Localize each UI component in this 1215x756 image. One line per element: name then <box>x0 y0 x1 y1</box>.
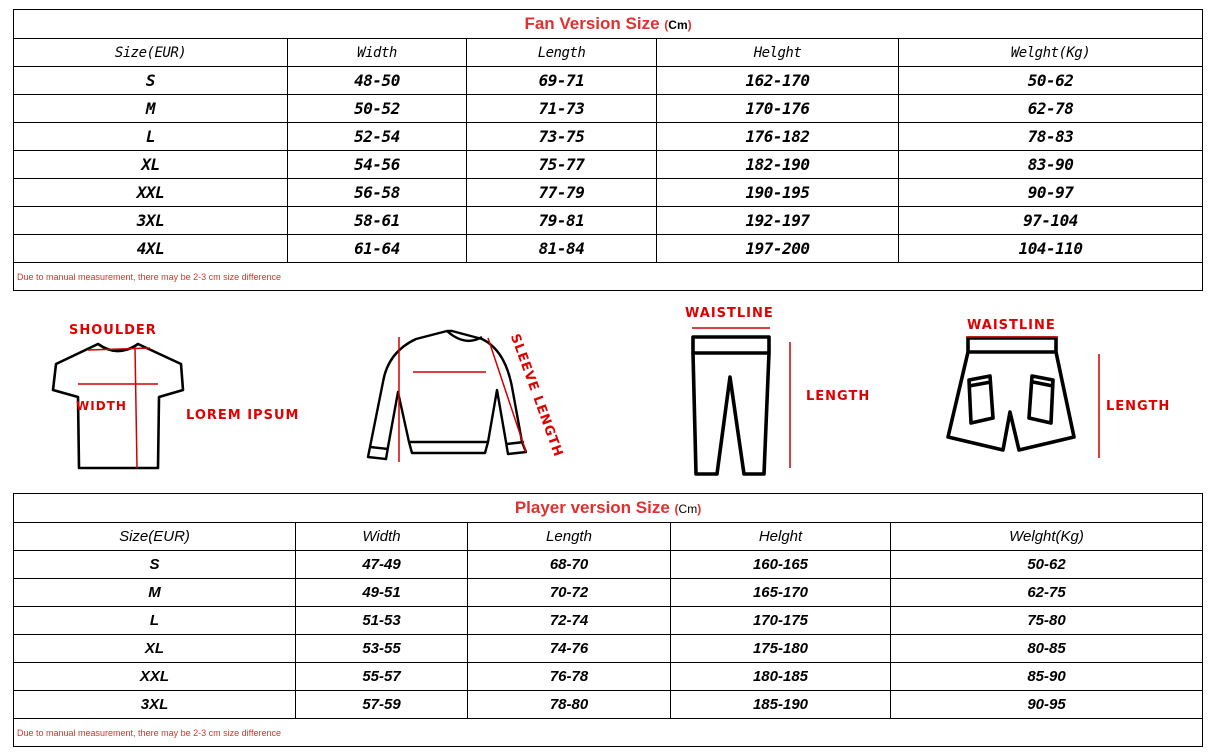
fan-title-unit: Cm <box>668 18 688 32</box>
pants-waist-label: WAISTLINE <box>685 306 774 321</box>
length-cell: 79-81 <box>467 207 657 235</box>
shorts-measure-lines <box>966 337 1099 458</box>
table-row <box>14 207 1203 235</box>
table-row <box>14 67 1203 95</box>
weight-cell: 97-104 <box>899 207 1203 235</box>
weight-cell: 80-85 <box>891 635 1203 663</box>
height-cell: 175-180 <box>671 635 891 663</box>
length-cell: 72-74 <box>468 607 671 635</box>
fan-table-header-row <box>14 39 1203 67</box>
player-header-height: Helght <box>671 523 891 551</box>
height-cell: 162-170 <box>657 67 899 95</box>
size-cell: XL <box>14 635 296 663</box>
length-cell: 71-73 <box>467 95 657 123</box>
fan-header-weight: Welght(Kg) <box>899 39 1203 67</box>
weight-cell: 83-90 <box>899 151 1203 179</box>
table-row <box>14 235 1203 263</box>
length-cell: 75-77 <box>467 151 657 179</box>
shorts-length-label: LENGTH <box>1106 399 1171 414</box>
height-cell: 182-190 <box>657 151 899 179</box>
pants-length-label: LENGTH <box>806 389 871 404</box>
weight-cell: 90-97 <box>899 179 1203 207</box>
tshirt-width-label: WIDTH <box>76 399 127 413</box>
sweater-icon <box>368 331 526 459</box>
width-cell: 61-64 <box>288 235 467 263</box>
shorts-waist-label: WAISTLINE <box>967 318 1056 333</box>
fan-table-title: Fan Version Size (Cm) <box>14 10 1203 39</box>
fan-table-note: Due to manual measurement, there may be 2-3 cm size difference <box>14 263 1203 291</box>
weight-cell: 62-78 <box>899 95 1203 123</box>
length-cell: 78-80 <box>468 691 671 719</box>
width-cell: 51-53 <box>296 607 468 635</box>
length-cell: 76-78 <box>468 663 671 691</box>
table-row <box>14 95 1203 123</box>
width-cell: 53-55 <box>296 635 468 663</box>
player-table-note: Due to manual measurement, there may be 2-3 cm size difference <box>14 719 1203 747</box>
length-cell: 69-71 <box>467 67 657 95</box>
fan-header-length: Length <box>467 39 657 67</box>
size-cell: M <box>14 95 288 123</box>
player-title-text: Player version Size <box>514 498 670 517</box>
size-cell: XXL <box>14 179 288 207</box>
fan-header-width: Width <box>288 39 467 67</box>
width-cell: 52-54 <box>288 123 467 151</box>
size-cell: L <box>14 123 288 151</box>
player-header-length: Length <box>468 523 671 551</box>
weight-cell: 90-95 <box>891 691 1203 719</box>
table-row <box>14 179 1203 207</box>
length-cell: 81-84 <box>467 235 657 263</box>
width-cell: 47-49 <box>296 551 468 579</box>
height-cell: 185-190 <box>671 691 891 719</box>
shorts-icon <box>948 338 1074 450</box>
size-cell: S <box>14 67 288 95</box>
table-row <box>14 123 1203 151</box>
height-cell: 170-175 <box>671 607 891 635</box>
length-cell: 74-76 <box>468 635 671 663</box>
fan-header-height: Helght <box>657 39 899 67</box>
player-header-width: Width <box>296 523 468 551</box>
tshirt-length-label: LOREM IPSUM <box>186 408 300 423</box>
height-cell: 180-185 <box>671 663 891 691</box>
fan-title-text: Fan Version Size <box>524 14 660 33</box>
length-cell: 68-70 <box>468 551 671 579</box>
table-row <box>14 691 1203 719</box>
width-cell: 55-57 <box>296 663 468 691</box>
tshirt-shoulder-label: SHOULDER <box>69 323 157 338</box>
size-cell: XXL <box>14 663 296 691</box>
width-cell: 50-52 <box>288 95 467 123</box>
width-cell: 48-50 <box>288 67 467 95</box>
weight-cell: 78-83 <box>899 123 1203 151</box>
garment-illustrations <box>0 292 1215 492</box>
weight-cell: 50-62 <box>899 67 1203 95</box>
size-cell: 4XL <box>14 235 288 263</box>
width-cell: 58-61 <box>288 207 467 235</box>
width-cell: 49-51 <box>296 579 468 607</box>
fan-header-size: Size(EUR) <box>14 39 288 67</box>
length-cell: 77-79 <box>467 179 657 207</box>
size-cell: 3XL <box>14 691 296 719</box>
height-cell: 190-195 <box>657 179 899 207</box>
table-row <box>14 579 1203 607</box>
size-cell: M <box>14 579 296 607</box>
height-cell: 165-170 <box>671 579 891 607</box>
size-cell: 3XL <box>14 207 288 235</box>
weight-cell: 50-62 <box>891 551 1203 579</box>
height-cell: 197-200 <box>657 235 899 263</box>
size-cell: S <box>14 551 296 579</box>
weight-cell: 75-80 <box>891 607 1203 635</box>
width-cell: 56-58 <box>288 179 467 207</box>
width-cell: 54-56 <box>288 151 467 179</box>
height-cell: 176-182 <box>657 123 899 151</box>
player-header-size: Size(EUR) <box>14 523 296 551</box>
height-cell: 170-176 <box>657 95 899 123</box>
length-cell: 73-75 <box>467 123 657 151</box>
pants-icon <box>693 337 769 474</box>
table-row <box>14 635 1203 663</box>
player-title-unit: Cm <box>678 502 698 516</box>
size-cell: L <box>14 607 296 635</box>
size-cell: XL <box>14 151 288 179</box>
table-row <box>14 151 1203 179</box>
sweater-sleeve-label: SLEEVE LENGTH <box>506 332 566 460</box>
player-table-header-row <box>14 523 1203 551</box>
weight-cell: 85-90 <box>891 663 1203 691</box>
player-header-weight: Welght(Kg) <box>891 523 1203 551</box>
fan-size-table <box>13 9 1203 291</box>
height-cell: 192-197 <box>657 207 899 235</box>
player-size-table <box>13 493 1203 747</box>
table-row <box>14 607 1203 635</box>
weight-cell: 62-75 <box>891 579 1203 607</box>
length-cell: 70-72 <box>468 579 671 607</box>
height-cell: 160-165 <box>671 551 891 579</box>
table-row <box>14 551 1203 579</box>
table-row <box>14 663 1203 691</box>
weight-cell: 104-110 <box>899 235 1203 263</box>
width-cell: 57-59 <box>296 691 468 719</box>
player-table-title: Player version Size (Cm) <box>14 494 1203 523</box>
